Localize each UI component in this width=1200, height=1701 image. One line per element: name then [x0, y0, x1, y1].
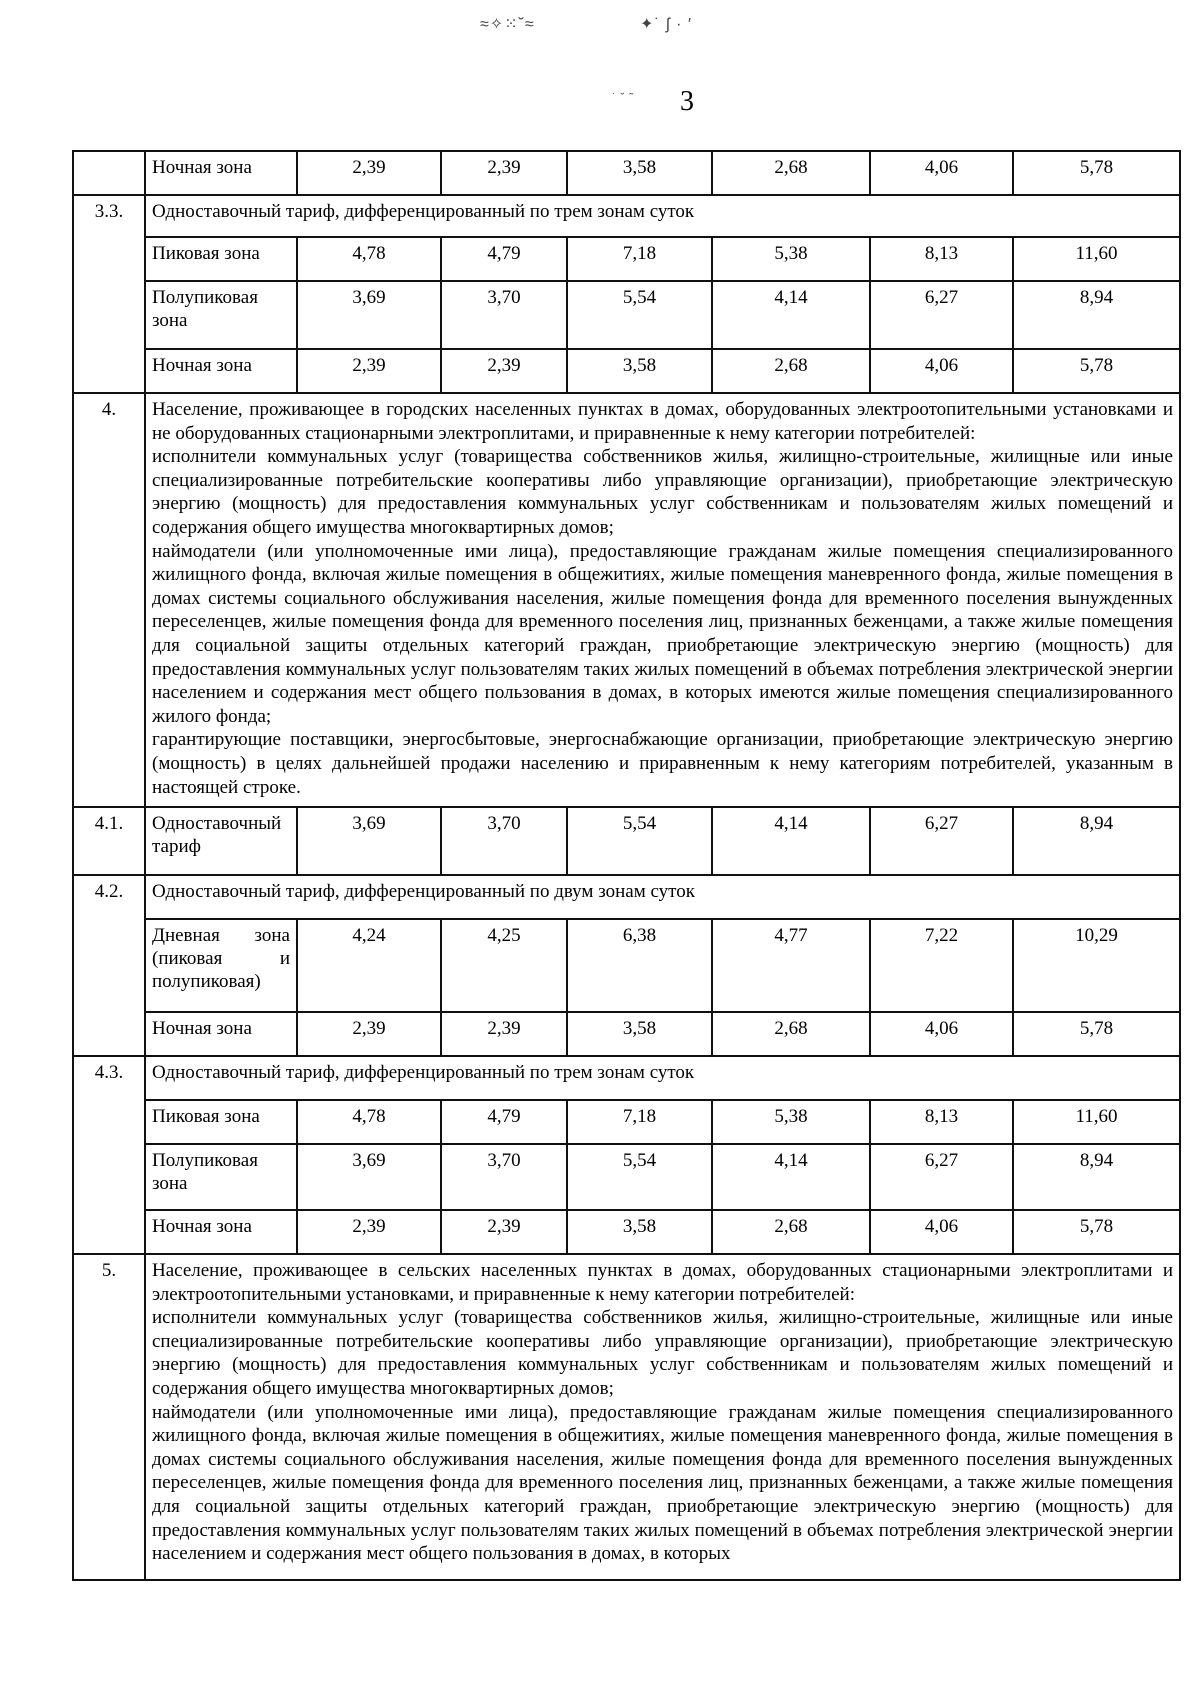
- table-row: [73, 1056, 1180, 1100]
- table-row: [73, 1100, 1180, 1144]
- tariff-value: 8,94: [1013, 281, 1180, 349]
- tariff-value: 2,68: [712, 1210, 870, 1254]
- zone-label: Полупиковая зона: [145, 281, 297, 349]
- tariff-value: 4,78: [297, 1100, 441, 1144]
- row-number: 4.1.: [73, 807, 145, 875]
- page-number: 3: [680, 86, 694, 117]
- row-number: 4.: [73, 393, 145, 807]
- tariff-value: 2,39: [297, 349, 441, 393]
- description-paragraph: наймодатели (или уполномоченные ими лица), предоставляющие гражданам жилые помещения специализированного жилищного фонда, включая жилые помещения в общежитиях, жилые помещения маневренного фонда, жилые помещения в домах системы социального обслуживания населения, жилые помещения фонда для временного поселения вынужденных переселенцев, жилые помещения фонда для временного поселения лиц, признанных беженцами, а также жилые помещения для социальной защиты отдельных категорий граждан, приобретающие электрическую энергию (мощность) для предоставления коммунальных услуг пользователям таких жилых помещений в объемах потребления электрической энергии населением и содержания мест общего пользования в домах, в которых: [152, 1401, 1173, 1565]
- tariff-value: 4,25: [441, 919, 567, 1012]
- tariff-value: 5,78: [1013, 151, 1180, 195]
- description-paragraph: Население, проживающее в сельских населенных пунктах в домах, оборудованных стационарными электроплитами и электроотопительными установками, и приравненные к нему категории потребителей:: [152, 1260, 1173, 1305]
- tariff-value: 5,38: [712, 1100, 870, 1144]
- tariff-value: 7,22: [870, 919, 1013, 1012]
- table-row: [73, 1012, 1180, 1056]
- description-paragraph: исполнители коммунальных услуг (товарищества собственников жилья, жилищно-строительные, жилищные или иные специализированные потребительские кооперативы либо управляющие организации), приобретающие электрическую энергию (мощность) для предоставления коммунальных услуг собственникам и пользователям жилых помещений и содержания общего имущества многоквартирных домов;: [152, 1307, 1173, 1399]
- row-number: 4.3.: [73, 1056, 145, 1254]
- tariff-value: 2,39: [297, 151, 441, 195]
- tariff-value: 7,18: [567, 237, 712, 281]
- tariff-value: 10,29: [1013, 919, 1180, 1012]
- table-row: [73, 807, 1180, 875]
- table-row: [73, 1144, 1180, 1210]
- section-title: Одноставочный тариф, дифференцированный по трем зонам суток: [145, 195, 1180, 237]
- tariff-value: 8,94: [1013, 1144, 1180, 1210]
- tariff-value: 11,60: [1013, 237, 1180, 281]
- tariff-value: 5,78: [1013, 1012, 1180, 1056]
- zone-label: Одноставочный тариф: [145, 807, 297, 875]
- tariff-value: 4,06: [870, 1012, 1013, 1056]
- tariff-value: 3,69: [297, 807, 441, 875]
- tariff-value: 4,78: [297, 237, 441, 281]
- tariff-value: 4,06: [870, 1210, 1013, 1254]
- tariff-value: 3,70: [441, 807, 567, 875]
- table-row: [73, 1254, 1180, 1580]
- description-paragraph: наймодатели (или уполномоченные ими лица), предоставляющие гражданам жилые помещения специализированного жилищного фонда, включая жилые помещения в общежитиях, жилые помещения маневренного фонда, жилые помещения в домах системы социального обслуживания населения, жилые помещения фонда для временного поселения вынужденных переселенцев, жилые помещения фонда для временного поселения лиц, признанных беженцами, а также жилые помещения для социальной защиты отдельных категорий граждан, приобретающие электрическую энергию (мощность) для предоставления коммунальных услуг пользователям таких жилых помещений в объемах потребления электрической энергии населением и содержания мест общего пользования в домах, в которых имеются жилые помещения специализированного жилого фонда;: [152, 540, 1173, 727]
- table-row: [73, 349, 1180, 393]
- zone-label-word: зона: [254, 925, 290, 946]
- tariff-value: 4,79: [441, 1100, 567, 1144]
- tariff-value: 2,68: [712, 349, 870, 393]
- zone-label: [145, 919, 297, 1012]
- zone-label-word: Дневная: [152, 925, 220, 946]
- zone-label-word: (пиковая: [152, 948, 223, 969]
- scan-noise-top-right: ✦˙ ʃ · ′: [640, 16, 692, 33]
- tariff-value: 4,79: [441, 237, 567, 281]
- zone-label-word: полупиковая): [152, 971, 261, 992]
- tariff-value: 4,14: [712, 281, 870, 349]
- table-row: [73, 1210, 1180, 1254]
- tariff-value: 5,54: [567, 1144, 712, 1210]
- tariff-value: 2,39: [297, 1012, 441, 1056]
- tariff-value: 11,60: [1013, 1100, 1180, 1144]
- table-row: [73, 875, 1180, 919]
- tariff-value: 3,69: [297, 281, 441, 349]
- tariff-value: 3,58: [567, 151, 712, 195]
- table-row: [73, 195, 1180, 237]
- tariff-value: 6,27: [870, 281, 1013, 349]
- row-number-cell: [73, 151, 145, 195]
- scan-noise-top-left: ≈✧⁙˘≈: [480, 16, 535, 33]
- tariff-value: 5,78: [1013, 1210, 1180, 1254]
- tariff-value: 2,39: [441, 1012, 567, 1056]
- row-number: 4.2.: [73, 875, 145, 1056]
- zone-label: Пиковая зона: [145, 1100, 297, 1144]
- tariff-value: 4,77: [712, 919, 870, 1012]
- zone-label: Пиковая зона: [145, 237, 297, 281]
- table-row: [73, 281, 1180, 349]
- tariff-table: [72, 150, 1181, 1581]
- description-paragraph: исполнители коммунальных услуг (товарищества собственников жилья, жилищно-строительные, жилищные или иные специализированные потребительские кооперативы либо управляющие организации), приобретающие электрическую энергию (мощность) для предоставления коммунальных услуг собственникам и пользователям жилых помещений и содержания общего имущества многоквартирных домов;: [152, 446, 1173, 538]
- tariff-value: 8,13: [870, 1100, 1013, 1144]
- tariff-value: 7,18: [567, 1100, 712, 1144]
- description-paragraph: Население, проживающее в городских населенных пунктах в домах, оборудованных электроотопительными установками и не оборудованных стационарными электроплитами, и приравненные к нему категории потребителей:: [152, 399, 1173, 444]
- tariff-value: 4,14: [712, 1144, 870, 1210]
- tariff-value: 5,54: [567, 807, 712, 875]
- tariff-value: 3,58: [567, 1012, 712, 1056]
- tariff-value: 6,38: [567, 919, 712, 1012]
- tariff-value: 6,27: [870, 807, 1013, 875]
- tariff-value: 4,06: [870, 151, 1013, 195]
- table-row: [73, 151, 1180, 195]
- tariff-value: 2,39: [297, 1210, 441, 1254]
- zone-label: Ночная зона: [145, 349, 297, 393]
- row-number: 3.3.: [73, 195, 145, 393]
- table-row: [73, 237, 1180, 281]
- tariff-value: 2,39: [441, 349, 567, 393]
- tariff-value: 3,69: [297, 1144, 441, 1210]
- zone-label: Ночная зона: [145, 151, 297, 195]
- tariff-value: 5,78: [1013, 349, 1180, 393]
- tariff-value: 8,94: [1013, 807, 1180, 875]
- scan-noise-page: ˙ ˘ ˜: [612, 92, 635, 104]
- section-title: Одноставочный тариф, дифференцированный по двум зонам суток: [145, 875, 1180, 919]
- table-row: [73, 393, 1180, 807]
- tariff-value: 5,54: [567, 281, 712, 349]
- description-paragraph: гарантирующие поставщики, энергосбытовые, энергоснабжающие организации, приобретающие электрическую энергию (мощность) в целях дальнейшей продажи населению и приравненным к нему категориям потребителей, указанным в настоящей строке.: [152, 729, 1173, 798]
- zone-label-word: и: [279, 948, 290, 969]
- tariff-value: 2,39: [441, 151, 567, 195]
- tariff-value: 2,39: [441, 1210, 567, 1254]
- tariff-value: 6,27: [870, 1144, 1013, 1210]
- tariff-value: 3,70: [441, 281, 567, 349]
- table-row: [73, 919, 1180, 1012]
- tariff-value: 4,06: [870, 349, 1013, 393]
- zone-label: Полупиковая зона: [145, 1144, 297, 1210]
- row-number: 5.: [73, 1254, 145, 1580]
- tariff-value: 4,14: [712, 807, 870, 875]
- zone-label: Ночная зона: [145, 1210, 297, 1254]
- tariff-value: 4,24: [297, 919, 441, 1012]
- category-description: [145, 1254, 1180, 1580]
- tariff-value: 3,58: [567, 1210, 712, 1254]
- tariff-value: 5,38: [712, 237, 870, 281]
- tariff-value: 3,70: [441, 1144, 567, 1210]
- tariff-value: 8,13: [870, 237, 1013, 281]
- tariff-value: 2,68: [712, 151, 870, 195]
- tariff-value: 3,58: [567, 349, 712, 393]
- section-title: Одноставочный тариф, дифференцированный по трем зонам суток: [145, 1056, 1180, 1100]
- zone-label: Ночная зона: [145, 1012, 297, 1056]
- tariff-value: 2,68: [712, 1012, 870, 1056]
- category-description: [145, 393, 1180, 807]
